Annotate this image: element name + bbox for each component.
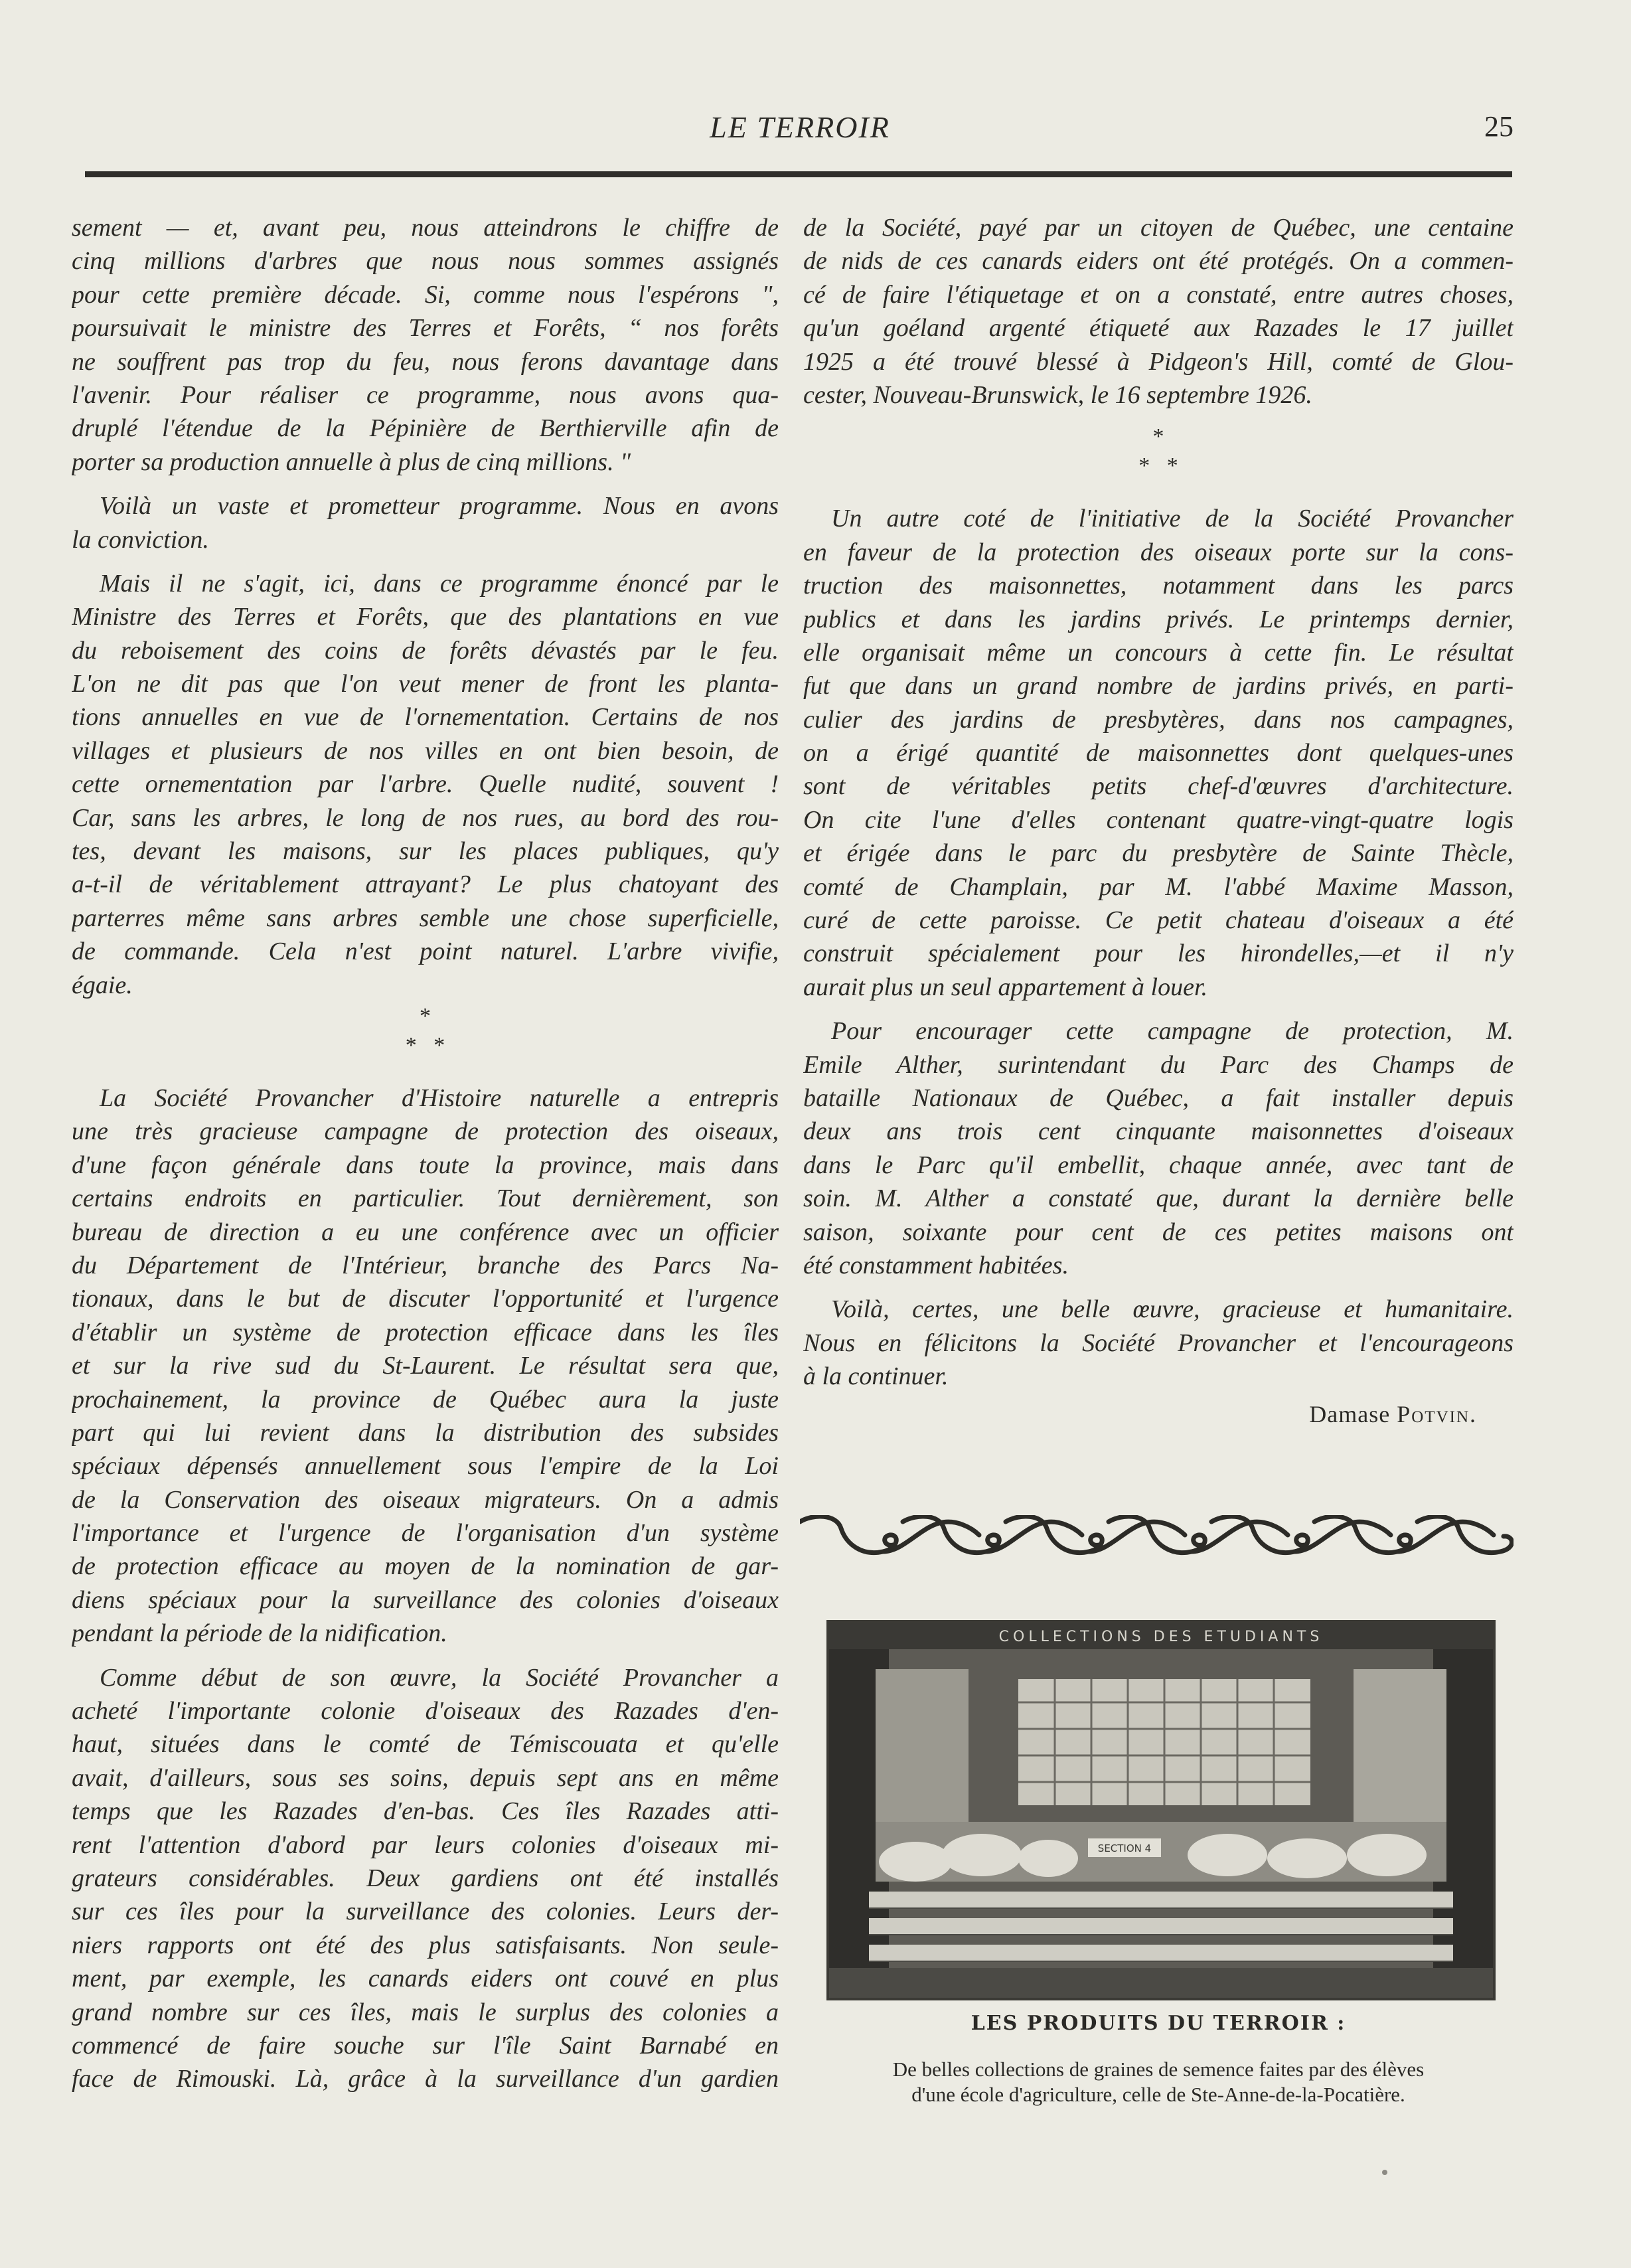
paragraph-gap: [803, 491, 1514, 502]
text-line: d'une façon générale dans toute la province, mais dans: [72, 1151, 779, 1179]
running-title: LE TERROIR: [710, 110, 890, 144]
text-line: qu'un goéland argenté étiqueté aux Razades le 17 juillet: [803, 314, 1514, 343]
text-line: Pour encourager cette campagne de protection, M.: [831, 1017, 1514, 1046]
text-line: d'établir un système de protection efficace dans les îles: [72, 1318, 779, 1346]
text-line: du Département de l'Intérieur, branche des Parcs Na-: [72, 1251, 779, 1279]
text-line: l'importance et l'urgence de l'organisation d'un système: [72, 1519, 779, 1548]
page-number: 25: [1484, 110, 1514, 143]
section-separator-stars: * * *: [405, 1003, 445, 1058]
text-line: pour cette première décade. Si, comme nous l'espérons ",: [72, 280, 779, 309]
text-line: et érigée dans le parc du presbytère de Sainte Thècle,: [803, 839, 1514, 868]
text-line: Comme début de son œuvre, la Société Provancher a: [100, 1663, 779, 1692]
photo-placard: SECTION 4: [1097, 1842, 1152, 1854]
text-line: parterres même sans arbres semble une chose superficielle,: [72, 904, 779, 932]
text-line: pendant la période de la nidification.: [72, 1619, 447, 1648]
text-line: face de Rimouski. Là, grâce à la surveillance d'un gardien: [72, 2065, 779, 2093]
text-line: Mais il ne s'agit, ici, dans ce programme énoncé par le: [100, 569, 779, 598]
wave-scroll-ornament-icon: [800, 1515, 1514, 1562]
text-line: curé de cette paroisse. Ce petit chateau d'oiseaux a été: [803, 906, 1514, 935]
text-line: Voilà un vaste et prometteur programme. Nous en avons: [100, 492, 779, 521]
text-line: publics et dans les jardins privés. Le printemps dernier,: [803, 605, 1514, 633]
text-line: a-t-il de véritablement attrayant? Le plus chatoyant des: [72, 870, 779, 899]
text-line: rent l'attention d'abord par leurs colonies d'oiseaux mi-: [72, 1830, 779, 1859]
text-line: haut, situées dans le comté de Témiscouata et qu'elle: [72, 1730, 779, 1759]
text-line: certains endroits en particulier. Tout dernièrement, son: [72, 1184, 779, 1213]
text-line: part qui lui revient dans la distribution des subsides: [72, 1418, 779, 1447]
text-line: grand nombre sur ces îles, mais le surplus des colonies a: [72, 1998, 779, 2026]
text-line: dans le Parc qu'il embellit, chaque année, avec tant de: [803, 1151, 1514, 1179]
page-header: [86, 110, 1514, 156]
text-line: bataille Nationaux de Québec, a fait installer depuis: [803, 1084, 1514, 1112]
text-line: de nids de ces canards eiders ont été protégés. On a commen-: [803, 247, 1514, 276]
text-line: cette ornementation par l'arbre. Quelle nudité, souvent !: [72, 770, 779, 799]
text-line: de la Conservation des oiseaux migrateurs. On a admis: [72, 1485, 779, 1514]
paragraph-gap: [803, 1282, 1514, 1293]
text-line: Ministre des Terres et Forêts, que des plantations en vue: [72, 603, 779, 631]
paragraph-gap: [72, 556, 779, 567]
paragraph-gap: [72, 479, 779, 489]
caption-title: LES PRODUITS DU TERROIR :: [971, 2012, 1346, 2035]
text-line: saison, soixante pour cent de ces petites maisons ont: [803, 1218, 1514, 1246]
text-line: poursuivait le ministre des Terres et Forêts, “ nos forêts: [72, 314, 779, 343]
exhibit-photograph: [826, 1620, 1496, 2000]
text-line: et sur la rive sud du St-Laurent. Le résultat sera que,: [72, 1352, 779, 1380]
text-line: Car, sans les arbres, le long de nos rues, au bord des rou-: [72, 803, 779, 832]
text-line: ment, par exemple, les canards eiders ont couvé en plus: [72, 1965, 779, 1993]
text-line: temps que les Razades d'en-bas. Ces îles Razades atti-: [72, 1797, 779, 1826]
ink-speck: [1382, 2170, 1387, 2175]
author-first-name: Damase: [1309, 1400, 1391, 1427]
text-line: l'avenir. Pour réaliser ce programme, nous avons qua-: [72, 380, 779, 409]
text-line: porter sa production annuelle à plus de cinq millions. ": [72, 447, 631, 476]
text-line: de commande. Cela n'est point naturel. L'arbre vivifie,: [72, 937, 779, 966]
paragraph-gap: [803, 481, 1514, 491]
text-line: Un autre coté de l'initiative de la Société Provancher: [831, 505, 1514, 533]
text-line: en faveur de la protection des oiseaux porte sur la cons-: [803, 538, 1514, 566]
photograph-exhibit-icon: [829, 1623, 1493, 1998]
right-column: [803, 211, 1514, 1431]
text-line: bureau de direction a eu une conférence avec un officier: [72, 1218, 779, 1246]
text-line: on a érigé quantité de maisonnettes dont quelques-unes: [803, 739, 1514, 768]
paragraph-gap: [803, 412, 1514, 422]
author-signature: [803, 1398, 1514, 1431]
text-line: du reboisement des coins de forêts dévastés par le feu.: [72, 636, 779, 665]
text-line: Nous en félicitons la Société Provancher et l'encourageons: [803, 1329, 1514, 1357]
text-line: soin. M. Alther a constaté que, durant la dernière belle: [803, 1184, 1514, 1213]
text-line: On cite l'une d'elles contenant quatre-vingt-quatre logis: [803, 805, 1514, 834]
text-line: Voilà, certes, une belle œuvre, gracieuse et humanitaire.: [831, 1295, 1514, 1324]
paragraph-gap: [72, 1060, 779, 1071]
paragraph-gap: [72, 1651, 779, 1661]
text-line: égaie.: [72, 971, 133, 999]
text-line: cinq millions d'arbres que nous nous sommes assignés: [72, 247, 779, 276]
caption-text: [803, 2057, 1514, 2107]
text-line: de la Société, payé par un citoyen de Québec, une centaine: [803, 214, 1514, 242]
text-line: aurait plus un seul appartement à louer.: [803, 973, 1208, 1001]
text-line: sont de véritables petits chef-d'œuvres d'architecture.: [803, 772, 1514, 801]
header-rule: [85, 171, 1512, 177]
section-separator-stars: * * *: [1138, 424, 1178, 479]
text-line: culier des jardins de presbytères, dans nos campagnes,: [803, 705, 1514, 734]
text-line: cé de faire l'étiquetage et on a constaté, entre autres choses,: [803, 280, 1514, 309]
text-line: ne souffrent pas trop du feu, nous ferons davantage dans: [72, 347, 779, 376]
text-line: la conviction.: [72, 525, 209, 554]
text-line: commencé de faire souche sur l'île Saint Barnabé en: [72, 2031, 779, 2060]
text-line: cester, Nouveau-Brunswick, le 16 septembre 1926.: [803, 380, 1312, 409]
text-line: prochainement, la province de Québec aura la juste: [72, 1385, 779, 1414]
text-line: Emile Alther, surintendant du Parc des Champs de: [803, 1050, 1514, 1079]
text-line: une très gracieuse campagne de protection des oiseaux,: [72, 1117, 779, 1146]
text-line: été constamment habitées.: [803, 1251, 1069, 1279]
text-line: L'on ne dit pas que l'on veut mener de front les planta-: [72, 670, 779, 698]
text-line: La Société Provancher d'Histoire naturelle a entrepris: [100, 1084, 779, 1112]
text-line: truction des maisonnettes, notamment dans les parcs: [803, 572, 1514, 600]
text-line: acheté l'importante colonie d'oiseaux des Razades d'en-: [72, 1697, 779, 1726]
text-line: tions annuelles en vue de l'ornementation. Certains de nos: [72, 703, 779, 732]
text-line: deux ans trois cent cinquante maisonnettes d'oiseaux: [803, 1117, 1514, 1146]
text-line: elle organisait même un concours à cette fin. Le résultat: [803, 638, 1514, 667]
text-line: sement — et, avant peu, nous atteindrons le chiffre de: [72, 214, 779, 242]
paragraph-gap: [803, 1004, 1514, 1014]
paragraph-gap: [72, 1071, 779, 1082]
author-last-name: Potvin.: [1397, 1400, 1477, 1427]
text-line: 1925 a été trouvé blessé à Pidgeon's Hill, comté de Glou-: [803, 347, 1514, 376]
text-line: villages et plusieurs de nos villes en ont bien besoin, de: [72, 736, 779, 765]
text-line: tionaux, dans le but de discuter l'opportunité et l'urgence: [72, 1285, 779, 1313]
photo-banner: COLLECTIONS DES ETUDIANTS: [998, 1629, 1324, 1645]
text-line: tes, devant les maisons, sur les places publiques, qu'y: [72, 837, 779, 866]
text-line: fut que dans un grand nombre de jardins privés, en parti-: [803, 672, 1514, 700]
text-line: diens spéciaux pour la surveillance des colonies d'oiseaux: [72, 1585, 779, 1614]
text-line: spéciaux dépensés annuellement sous l'empire de la Loi: [72, 1452, 779, 1481]
text-line: grateurs considérables. Deux gardiens ont été installés: [72, 1864, 779, 1892]
text-line: sur ces îles pour la surveillance des colonies. Leurs der-: [72, 1898, 779, 1926]
text-line: niers rapports ont été des plus satisfaisants. Non seule-: [72, 1931, 779, 1959]
left-column: [72, 211, 779, 2096]
text-line: avait, d'ailleurs, sous ses soins, depuis sept ans en même: [72, 1763, 779, 1792]
text-line: à la continuer.: [803, 1362, 949, 1391]
caption-line-1: De belles collections de graines de semence faites par des élèves: [892, 2058, 1425, 2081]
text-line: druplé l'étendue de la Pépinière de Berthierville afin de: [72, 414, 779, 443]
text-line: de protection efficace au moyen de la nomination de gar-: [72, 1552, 779, 1581]
text-line: comté de Champlain, par M. l'abbé Maxime Masson,: [803, 872, 1514, 901]
caption-line-2: d'une école d'agriculture, celle de Ste-Anne-de-la-Pocatière.: [911, 2083, 1405, 2106]
text-line: construit spécialement pour les hirondelles,—et il n'y: [803, 939, 1514, 968]
